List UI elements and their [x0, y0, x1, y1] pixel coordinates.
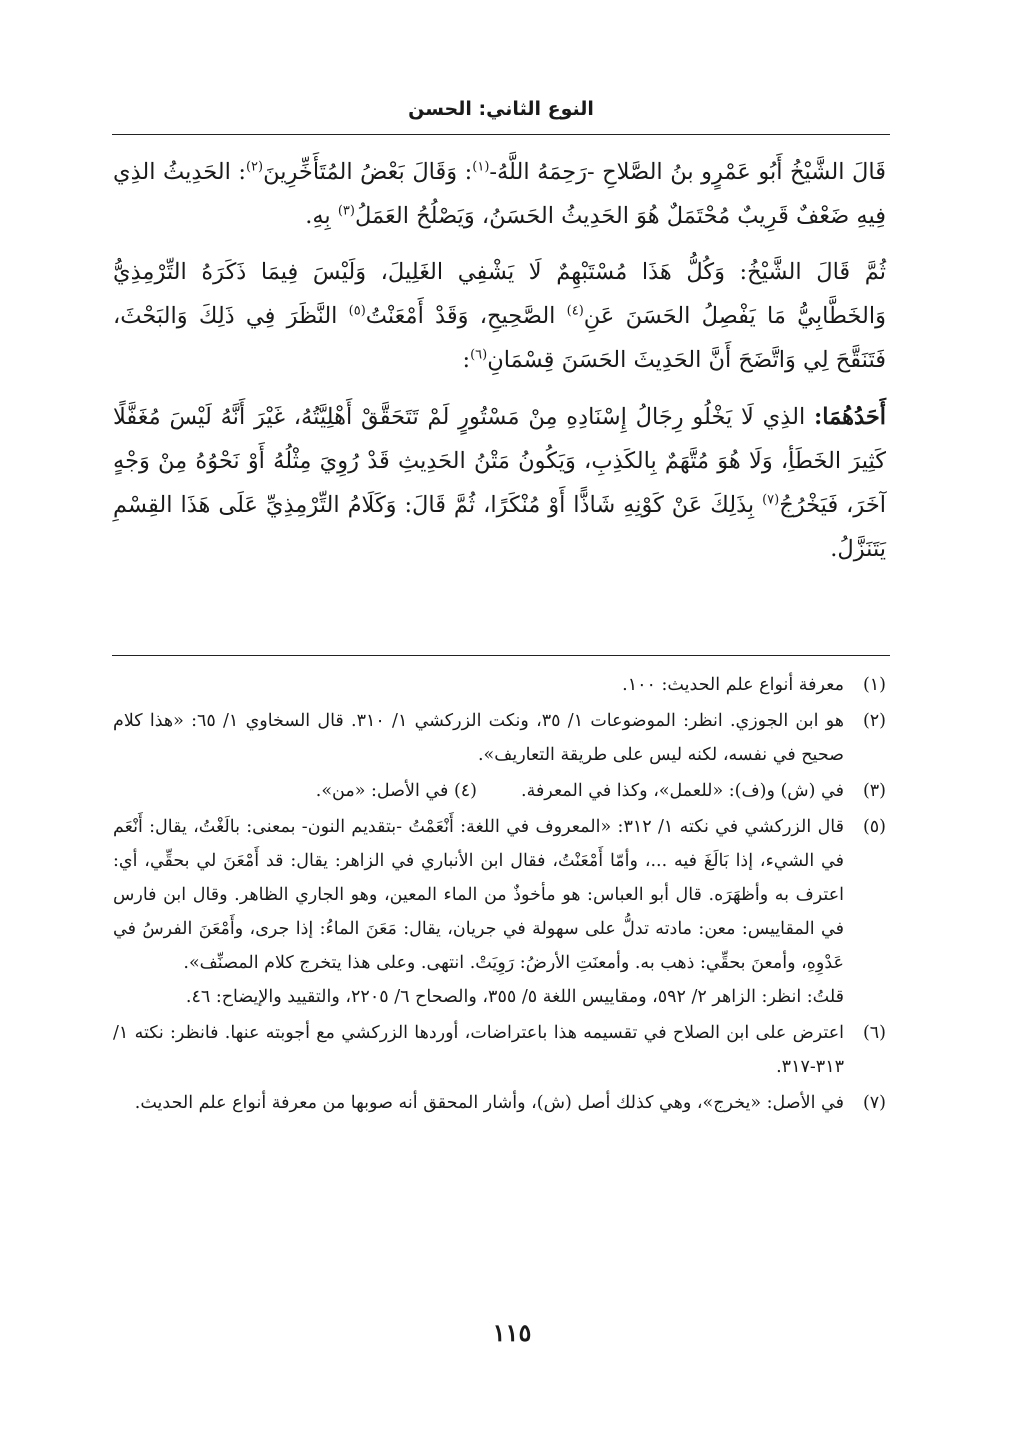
footnote-rule	[112, 655, 890, 656]
footnote-ref-1: (١)	[472, 159, 490, 175]
footnote-4-number: (٤)	[453, 781, 477, 801]
footnote-6	[113, 1016, 886, 1084]
text-run: الصَّحِيحِ، وَقَدْ أَمْعَنْتُ	[365, 303, 567, 329]
footnote-text	[113, 810, 844, 1014]
footnote-ref-7: (٧)	[762, 492, 780, 508]
footnote-number: (٥)	[862, 817, 886, 837]
main-text	[113, 150, 886, 584]
footnote-number: (٢)	[862, 711, 886, 731]
footnote-text: هو ابن الجوزي. انظر: الموضوعات ١/ ٣٥، ونكت الزركشي ١/ ٣١٠. قال السخاوي ١/ ٦٥: «هذا كلام صحيح في نفسه، لكنه ليس على طريقة التعاريف».	[113, 711, 844, 765]
footnote-number: (٧)	[862, 1093, 886, 1113]
footnote-text: اعترض على ابن الصلاح في تقسيمه هذا باعتراضات، أوردها الزركشي مع أجوبته عنها. فانظر: نكته ١/ ٣١٣-٣١٧.	[113, 1023, 844, 1077]
paragraph-2	[113, 250, 886, 382]
text-run: النَّظَرَ فِي ذَلِكَ وَالبَحْثَ، فَتَنَقَّحَ لِي وَاتَّضَحَ أَنَّ الحَدِيثَ الحَسَنَ قِسْمَانِ	[113, 303, 886, 373]
text-run: : الحَدِيثُ الذِي فِيهِ ضَعْفٌ قَرِيبٌ مُحْتَمَلٌ هُوَ الحَدِيثُ الحَسَنُ، وَيَصْلُحُ العَمَلُ	[113, 159, 886, 229]
footnote-3-text: في (ش) و(ف): «للعمل»، وكذا في المعرفة.	[521, 781, 844, 801]
footnote-3-4	[113, 774, 886, 808]
footnote-number: (١)	[862, 675, 886, 695]
footnote-2	[113, 704, 886, 772]
text-run: بِهِ.	[305, 203, 338, 229]
footnote-number: (٦)	[862, 1023, 886, 1043]
text-run: ثُمَّ قَالَ الشَّيْخُ: وَكُلُّ هَذَا مُسْتَبْهِمٌ لَا يَشْفِي الغَلِيلَ، وَلَيْسَ فِيمَا ذَكَرَهُ التِّرْمِذِيُّ وَالخَطَّابِيُّ مَا يَفْصِلُ الحَسَنَ عَنِ	[113, 259, 886, 329]
footnote-text: معرفة أنواع علم الحديث: ١٠٠.	[622, 675, 844, 695]
footnote-ref-3: (٣)	[337, 203, 355, 219]
footnote-number: (٣)	[862, 781, 886, 801]
footnote-text: في الأصل: «يخرج»، وهي كذلك أصل (ش)، وأشار المحقق أنه صوبها من معرفة أنواع علم الحديث.	[134, 1093, 844, 1113]
footnote-ref-6: (٦)	[470, 347, 488, 363]
text-run: الذِي لَا يَخْلُو رِجَالُ إِسْنَادِهِ مِنْ مَسْتُورٍ لَمْ تَتَحَقَّقْ أَهْلِيَّتُهُ، غَيْرَ أَنَّهُ لَيْسَ مُغَفَّلًا كَثِيرَ الخَطَأِ، وَلَا هُوَ مُتَّهَمٌ بِالكَذِبِ، وَيَكُونُ مَتْنُ الحَدِيثِ قَدْ رُوِيَ مِثْلُهُ أَوْ نَحْوُهُ مِنْ وَجْهٍ آخَرَ، فَيَخْرُجُ	[113, 404, 886, 518]
footnote-1	[113, 668, 886, 702]
text-run: قَالَ الشَّيْخُ أَبُو عَمْرٍو بنُ الصَّلاحِ -رَحِمَهُ اللَّهُ-	[489, 159, 886, 185]
text-run: : وَقَالَ بَعْضُ المُتَأَخِّرِينَ	[263, 159, 473, 185]
footnote-5	[113, 810, 886, 1014]
footnote-ref-4: (٤)	[566, 303, 584, 319]
header-rule	[112, 134, 890, 135]
running-head: النوع الثاني: الحسن	[408, 98, 594, 120]
paragraph-1	[113, 150, 886, 238]
footnote-text	[113, 774, 844, 808]
footnote-ref-5: (٥)	[348, 303, 366, 319]
footnote-5-quote: قال الزركشي في نكته ١/ ٣١٢: «المعروف في اللغة: أَنْعَمْتُ -بتقديم النون- بمعنى: بالَغْتُ، يقال: أَنْعَم في الشيء، إذا بَالَغَ فيه ...، وأمّا أَمْعَنْتُ، فقال ابن الأنباري في الزاهر: يقال: قد أَمْعَنَ لي بحقِّي، أي: اعترف به وأظهَرَه. قال أبو العباس: هو مأخوذٌ من الماء المعين، وهو الجاري الظاهر. وقال ابن فارس في المقاييس: معن: مادته تدلُّ على سهولة في جريان، يقال: مَعَنَ الماءُ: إذا جرى، وأَمْعَنَ الفرسُ في عَدْوِهِ، وأمعنَ بحقِّي: ذهب به. وأمعنَتِ الأرضُ: رَوِيَتْ. انتهى. وعلى هذا يتخرج كلام المصنِّف».	[113, 817, 844, 973]
page-number: ١١٥	[492, 1318, 532, 1347]
footnote-5-note: قلتُ: انظر: الزاهر ٢/ ٥٩٢، ومقاييس اللغة ٥/ ٣٥٥، والصحاح ٦/ ٢٢٠٥، والتقييد والإيضاح: ٤٦.	[185, 987, 844, 1007]
footnote-ref-2: (٢)	[245, 159, 264, 175]
text-run: :	[462, 347, 471, 373]
footnote-7	[113, 1086, 886, 1120]
footnotes	[113, 668, 886, 1122]
text-run: بِذَلِكَ عَنْ كَوْنِهِ شَاذًّا أَوْ مُنْكَرًا، ثُمَّ قَالَ: وَكَلَامُ التِّرْمِذِيِّ عَلَى هَذَا القِسْمِ يَتَنَزَّلُ.	[113, 492, 886, 562]
paragraph-lead: أَحَدُهُمَا:	[813, 404, 886, 430]
paragraph-3	[113, 395, 886, 571]
footnote-4-text: في الأصل: «من».	[315, 781, 449, 801]
